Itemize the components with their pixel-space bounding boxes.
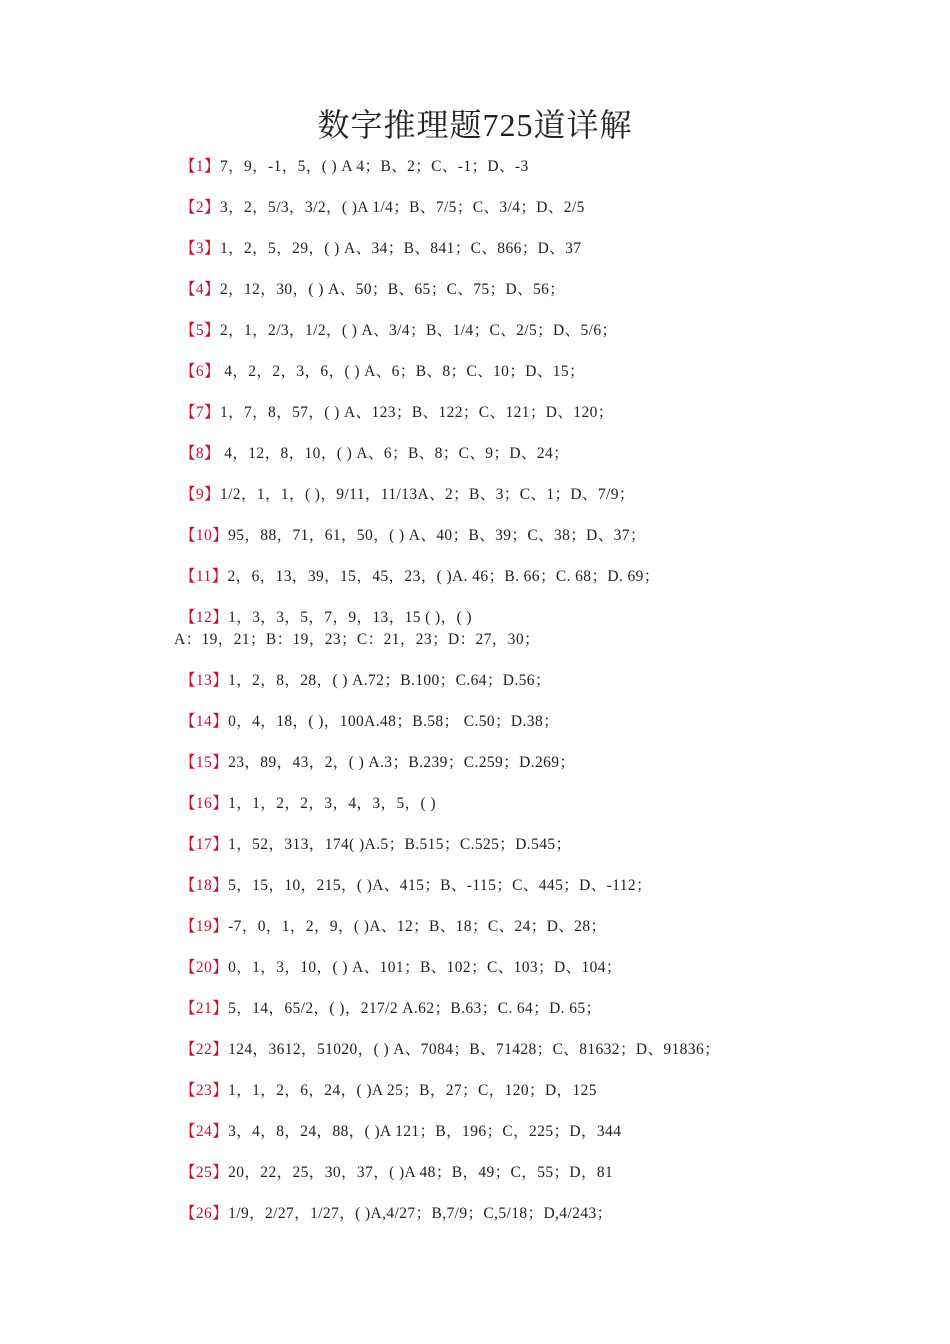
- question-item: [180, 1076, 880, 1117]
- question-text: 1，1，2，6，24，( )A 25；B，27；C，120；D，125: [228, 1082, 597, 1099]
- question-text: 1/2，1，1，( )，9/11，11/13A、2；B、3；C、1；D、7/9；: [219, 486, 635, 503]
- question-number: 【22】: [180, 1041, 229, 1058]
- question-text: -7，0，1，2，9，( )A、12；B、18；C、24；D、28；: [228, 918, 607, 935]
- question-number: 【26】: [180, 1205, 229, 1222]
- question-item: [180, 357, 880, 398]
- question-number: 【11】: [180, 568, 228, 585]
- question-text: 3，4，8，24，88，( )A 121；B，196；C，225；D，344: [228, 1123, 622, 1140]
- question-item: [180, 1199, 880, 1240]
- question-text: 5，15，10，215，( )A、415；B、-115；C、445；D、-112；: [228, 877, 652, 894]
- question-number: 【24】: [180, 1123, 229, 1140]
- document-title: 数字推理题725道详解: [317, 107, 633, 143]
- question-item: [180, 275, 880, 316]
- question-text: 0，1，3，10，( ) A、101；B、102；C、103；D、104；: [228, 959, 622, 976]
- question-item: [180, 994, 880, 1035]
- question-item: [180, 871, 880, 912]
- question-text: 2，6，13，39，15，45，23，( )A. 46；B. 66；C. 68；D. 69；: [227, 568, 660, 585]
- question-number: 【6】: [180, 363, 220, 380]
- question-text: 1，2，8，28，( ) A.72；B.100；C.64；D.56；: [228, 672, 551, 689]
- question-text: 5，14，65/2，( )，217/2 A.62；B.63；C. 64；D. 65；: [228, 1000, 602, 1017]
- question-number: 【5】: [180, 322, 220, 339]
- question-options: A：19，21；B：19，23；C：21，23；D：27，30；: [174, 631, 540, 648]
- question-item: [180, 748, 880, 789]
- question-number: 【21】: [180, 1000, 229, 1017]
- question-text: 7，9，-1，5，( ) A 4；B、2；C、-1；D、-3: [219, 158, 529, 175]
- question-text: 124，3612，51020，( ) A、7084；B、71428；C、81632；D、91836；: [228, 1041, 720, 1058]
- question-text: 1，2，5，29，( ) A、34；B、841；C、866；D、37: [219, 240, 582, 257]
- question-text: 1，7，8，57，( ) A、123；B、122；C、121；D、120；: [219, 404, 614, 421]
- question-item: [180, 398, 880, 439]
- question-number: 【13】: [180, 672, 229, 689]
- question-text: 20，22，25，30，37，( )A 48；B，49；C，55；D，81: [228, 1164, 614, 1181]
- question-number: 【19】: [180, 918, 229, 935]
- question-item: [180, 234, 880, 275]
- question-number: 【7】: [180, 404, 220, 421]
- question-item: [180, 789, 880, 830]
- question-item: [180, 666, 880, 707]
- question-item: [180, 480, 880, 521]
- question-number: 【16】: [180, 795, 229, 812]
- question-number: 【23】: [180, 1082, 229, 1099]
- question-item: [180, 152, 880, 193]
- question-number: 【9】: [180, 486, 220, 503]
- question-text: 1，3，3，5，7，9，13，15 ( )，( ): [228, 609, 472, 626]
- question-number: 【18】: [180, 877, 229, 894]
- question-number: 【4】: [180, 281, 220, 298]
- question-number: 【20】: [180, 959, 229, 976]
- question-number: 【12】: [180, 609, 229, 626]
- question-text: 95，88，71，61，50，( ) A、40；B、39；C、38；D、37；: [228, 527, 646, 544]
- question-item: [180, 521, 880, 562]
- question-text: 3，2，5/3，3/2，( )A 1/4；B、7/5；C、3/4；D、2/5: [219, 199, 585, 216]
- question-text: 1，1，2，2，3，4，3，5，( ): [228, 795, 436, 812]
- question-item: [180, 1117, 880, 1158]
- question-number: 【25】: [180, 1164, 229, 1181]
- question-number: 【17】: [180, 836, 229, 853]
- question-item: [180, 912, 880, 953]
- question-number: 【1】: [180, 158, 220, 175]
- question-text: 23，89，43，2，( ) A.3；B.239；C.259；D.269；: [228, 754, 576, 771]
- question-item: [180, 953, 880, 994]
- question-number: 【2】: [180, 199, 220, 216]
- question-text: 1/9，2/27，1/27，( )A,4/27；B,7/9；C,5/18；D,4/243；: [228, 1205, 613, 1222]
- question-item: [180, 562, 880, 603]
- question-number: 【10】: [180, 527, 229, 544]
- question-item: [180, 316, 880, 357]
- question-number: 【14】: [180, 713, 229, 730]
- question-item: [174, 603, 880, 666]
- question-number: 【8】: [180, 445, 220, 462]
- question-item: [180, 1158, 880, 1199]
- question-text: 4，2，2，3，6，( ) A、6；B、8；C、10；D、15；: [219, 363, 585, 380]
- question-item: [180, 1035, 880, 1076]
- question-text: 2，1，2/3，1/2，( ) A、3/4；B、1/4；C、2/5；D、5/6；: [219, 322, 618, 339]
- question-item: [180, 830, 880, 871]
- question-number: 【15】: [180, 754, 229, 771]
- question-number: 【3】: [180, 240, 220, 257]
- question-text: 2，12，30，( ) A、50；B、65；C、75；D、56；: [219, 281, 566, 298]
- question-item: [180, 439, 880, 480]
- question-text: 1，52，313，174( )A.5；B.515；C.525；D.545；: [228, 836, 572, 853]
- question-text: 0，4，18，( )，100A.48；B.58； C.50；D.38；: [228, 713, 559, 730]
- question-text: 4，12，8，10，( ) A、6；B、8；C、9；D、24；: [219, 445, 570, 462]
- question-list: [174, 152, 880, 1240]
- question-item: [180, 193, 880, 234]
- question-item: [180, 707, 880, 748]
